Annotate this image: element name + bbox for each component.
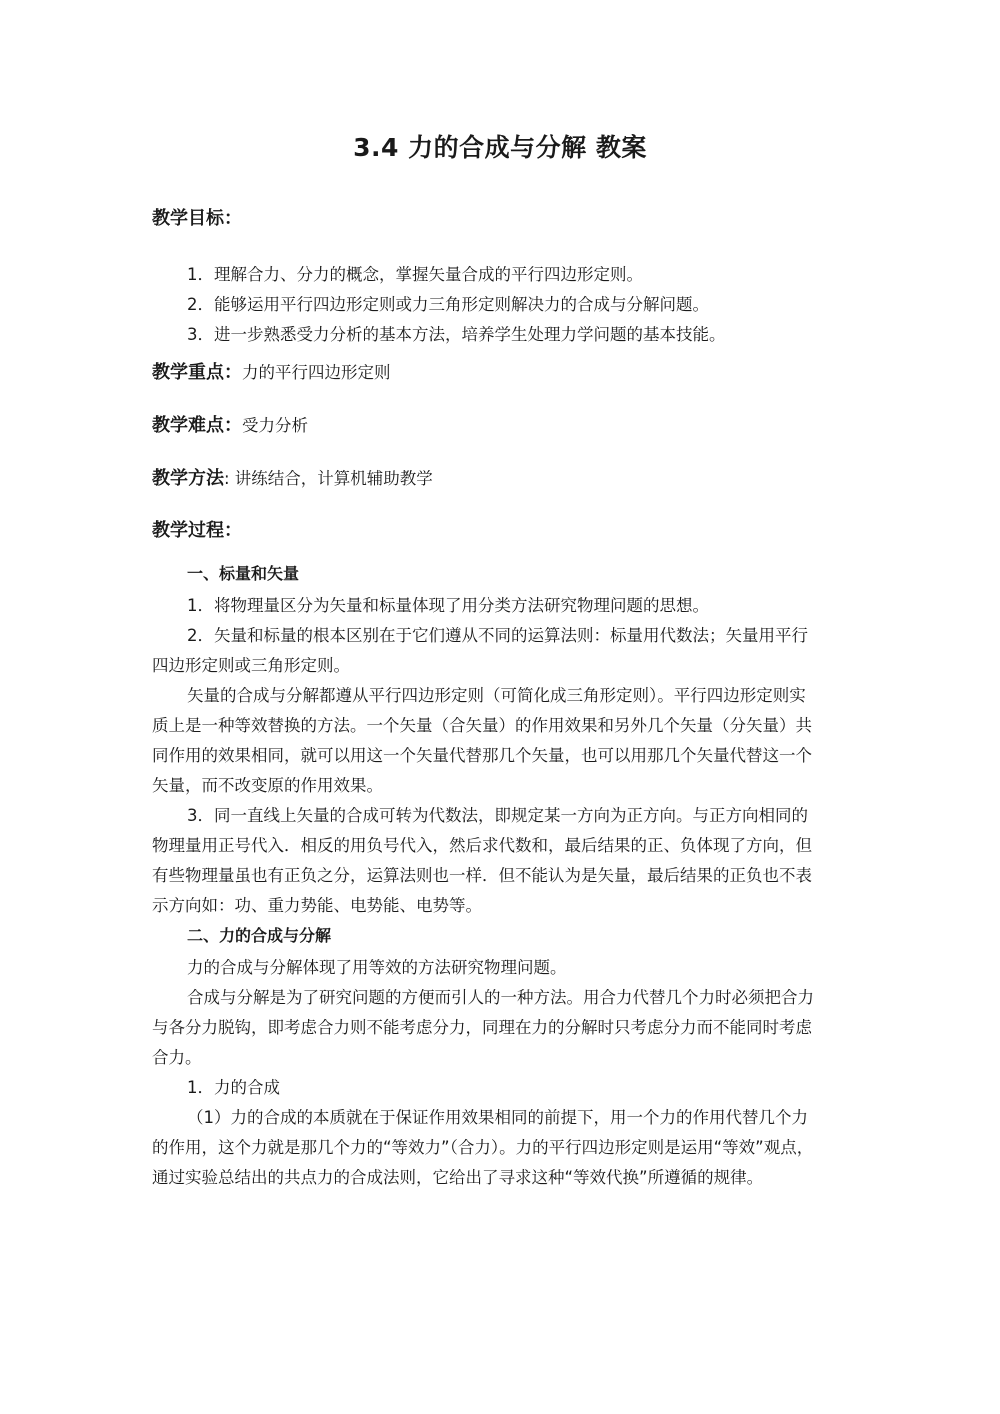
body-line: 合力。 <box>152 1048 202 1067</box>
body-line: 质上是一种等效替换的方法。一个矢量（合矢量）的作用效果和另外几个矢量（分矢量）共 <box>152 716 812 735</box>
section1-heading: 一、标量和矢量 <box>187 564 300 583</box>
difficulty <box>152 411 308 437</box>
method-value: : 讲练结合，计算机辅助教学 <box>224 469 433 488</box>
body-line: 示方向如：功、重力势能、电势能、电势等。 <box>152 896 482 915</box>
body-line: 3．同一直线上矢量的合成可转为代数法，即规定某一方向为正方向。与正方向相同的 <box>187 806 808 825</box>
process-heading: 教学过程： <box>152 520 242 541</box>
body-line: （1）力的合成的本质就在于保证作用效果相同的前提下，用一个力的作用代替几个力 <box>187 1108 808 1127</box>
key-point <box>152 358 391 384</box>
body-line: 矢量，而不改变原的作用效果。 <box>152 776 383 795</box>
page-title: 3.4 力的合成与分解 教案 <box>353 133 647 162</box>
body-line: 1．将物理量区分为矢量和标量体现了用分类方法研究物理问题的思想。 <box>187 596 709 615</box>
body-line: 与各分力脱钩，即考虑合力则不能考虑分力，同理在力的分解时只考虑分力而不能同时考虑 <box>152 1018 812 1037</box>
body-line: 同作用的效果相同，就可以用这一个矢量代替那几个矢量，也可以用那几个矢量代替这一个 <box>152 746 812 765</box>
body-line: 物理量用正号代入．相反的用负号代入，然后求代数和，最后结果的正、负体现了方向，但 <box>152 836 812 855</box>
body-line: 有些物理量虽也有正负之分，运算法则也一样．但不能认为是矢量，最后结果的正负也不表 <box>152 866 812 885</box>
method <box>152 464 433 490</box>
body-line: 1．力的合成 <box>187 1078 280 1097</box>
body-line: 的作用，这个力就是那几个力的“等效力”（合力）。力的平行四边形定则是运用“等效”观点， <box>152 1138 814 1157</box>
objective-item: 3．进一步熟悉受力分析的基本方法，培养学生处理力学问题的基本技能。 <box>187 325 726 344</box>
objective-item: 1．理解合力、分力的概念，掌握矢量合成的平行四边形定则。 <box>187 265 643 284</box>
objective-item: 2．能够运用平行四边形定则或力三角形定则解决力的合成与分解问题。 <box>187 295 709 314</box>
difficulty-value: 受力分析 <box>242 416 308 435</box>
section2-heading: 二、力的合成与分解 <box>187 926 332 945</box>
difficulty-label: 教学难点： <box>152 415 242 436</box>
key-point-label: 教学重点： <box>152 362 242 383</box>
body-line: 四边形定则或三角形定则。 <box>152 656 350 675</box>
key-point-value: 力的平行四边形定则 <box>242 363 391 382</box>
body-line: 力的合成与分解体现了用等效的方法研究物理问题。 <box>187 958 567 977</box>
body-line: 矢量的合成与分解都遵从平行四边形定则（可简化成三角形定则）。平行四边形定则实 <box>187 686 806 705</box>
body-line: 合成与分解是为了研究问题的方便而引人的一种方法。用合力代替几个力时必须把合力 <box>187 988 814 1007</box>
body-line: 2．矢量和标量的根本区别在于它们遵从不同的运算法则：标量用代数法；矢量用平行 <box>187 626 808 645</box>
objectives-heading: 教学目标： <box>152 208 242 229</box>
body-line: 通过实验总结出的共点力的合成法则，它给出了寻求这种“等效代换”所遵循的规律。 <box>152 1168 764 1187</box>
method-label: 教学方法 <box>152 468 224 489</box>
